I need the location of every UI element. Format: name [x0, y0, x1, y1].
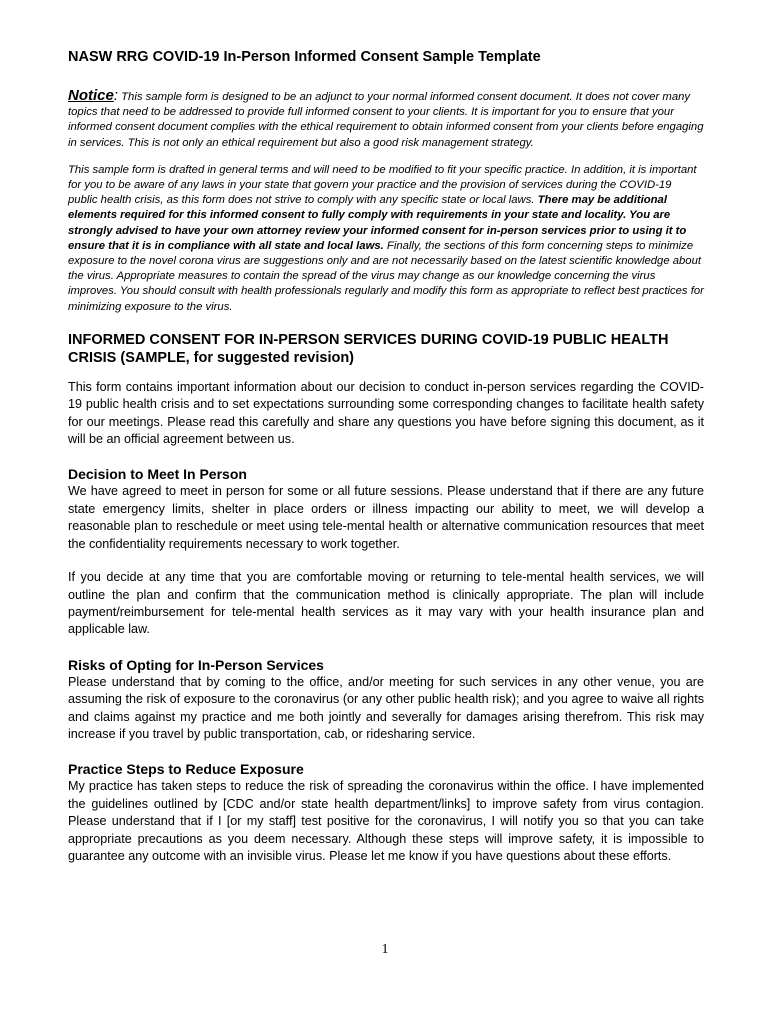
disclaimer-paragraph [68, 163, 704, 315]
document-page [68, 48, 704, 865]
disclaimer-bold: There may be additional elements required for this informed consent to fully comply with requirements in your state and locality. You are strongly advised to have your own attorney review your informed consent for in-person services prior to using it to ensure that it is in compliance with all state and local laws. [68, 194, 687, 252]
intro-paragraph: This form contains important information about our decision to conduct in-person services regarding the COVID-19 public health crisis and to set expectations surrounding some corresponding changes to facilitate health safety for our meetings. Please read this carefully and share any questions you have before signing this document, as it will be an official agreement between us. [68, 379, 704, 447]
disclaimer-end: Finally, the sections of this form concerning steps to minimize exposure to the novel corona virus are suggestions only and are not necessarily based on the latest scientific knowledge about the virus. Appropriate measures to contain the spread of the virus may change as our knowledge concerning the virus improves. You should consult with health professionals regularly and modify this form as appropriate to reflect best practices for minimizing exposure to the virus. [68, 239, 704, 313]
notice-label: Notice [68, 87, 114, 104]
decision-paragraph-1: We have agreed to meet in person for some or all future sessions. Please understand that if there are any future state emergency limits, shelter in place orders or illness impacting our ability to meet, we will develop a reasonable plan to reschedule or meet using tele-mental health or alternative communication resources that meet the confidentiality requirements necessary to work together. [68, 484, 704, 551]
form-title: INFORMED CONSENT FOR IN-PERSON SERVICES DURING COVID-19 PUBLIC HEALTH CRISIS (SAMPLE, for suggested revision) [68, 331, 669, 366]
document-title: NASW RRG COVID-19 In-Person Informed Consent Sample Template [68, 49, 541, 65]
spacer [68, 553, 704, 569]
page-number: 1 [381, 942, 389, 957]
risks-paragraph: Please understand that by coming to the office, and/or meeting for such services in any other venue, you are assuming the risk of exposure to the coronavirus (or any other public health risk); and you agree to waive all rights and claims against my practice and me both jointly and severally for damages arising therefrom. This risk may increase if you travel by public transportation, cab, or ridesharing service. [68, 674, 704, 741]
practice-steps-paragraph: My practice has taken steps to reduce the risk of spreading the coronavirus within the office. I have implemented the guidelines outlined by [CDC and/or state health department/links] to improve safety from virus contagion. Please understand that if I [or my staff] test positive for the coronavirus, I will notify you so that you can take appropriate precautions as you deem necessary. Although these steps will improve safety, it is impossible to guarantee any outcome with an invisible virus. Please let me know if you have questions about these efforts. [68, 779, 704, 863]
spacer [68, 151, 704, 163]
section-heading-decision: Decision to Meet In Person [68, 466, 247, 483]
notice-text: This sample form is designed to be an adjunct to your normal informed consent document. It does not cover many topics that need to be addressed to provide full informed consent to your clients. It is important for you to ensure that your informed consent document complies with the ethical requirement to obtain informed consent from your clients before engaging in services. This is not only an ethical requirement but also a good risk management strategy. [68, 91, 704, 149]
notice-paragraph [68, 88, 704, 151]
notice-colon: : [113, 87, 119, 104]
decision-paragraph-2: If you decide at any time that you are comfortable moving or returning to tele-mental health services, we will outline the plan and confirm that the communication method is clinically appropriate. The plan will include payment/reimbursement for tele-mental health services as it may vary with your health insurance plan and applicable law. [68, 570, 704, 637]
disclaimer-start: This sample form is drafted in general terms and will need to be modified to fit your specific practice. In addition, it is important for you to be aware of any laws in your state that govern your practice and the provision of services during the COVID-19 public health crisis, as this form does not strive to comply with any specific state or local laws. [68, 163, 697, 207]
section-heading-risks: Risks of Opting for In-Person Services [68, 656, 324, 673]
section-heading-practice-steps: Practice Steps to Reduce Exposure [68, 761, 304, 778]
